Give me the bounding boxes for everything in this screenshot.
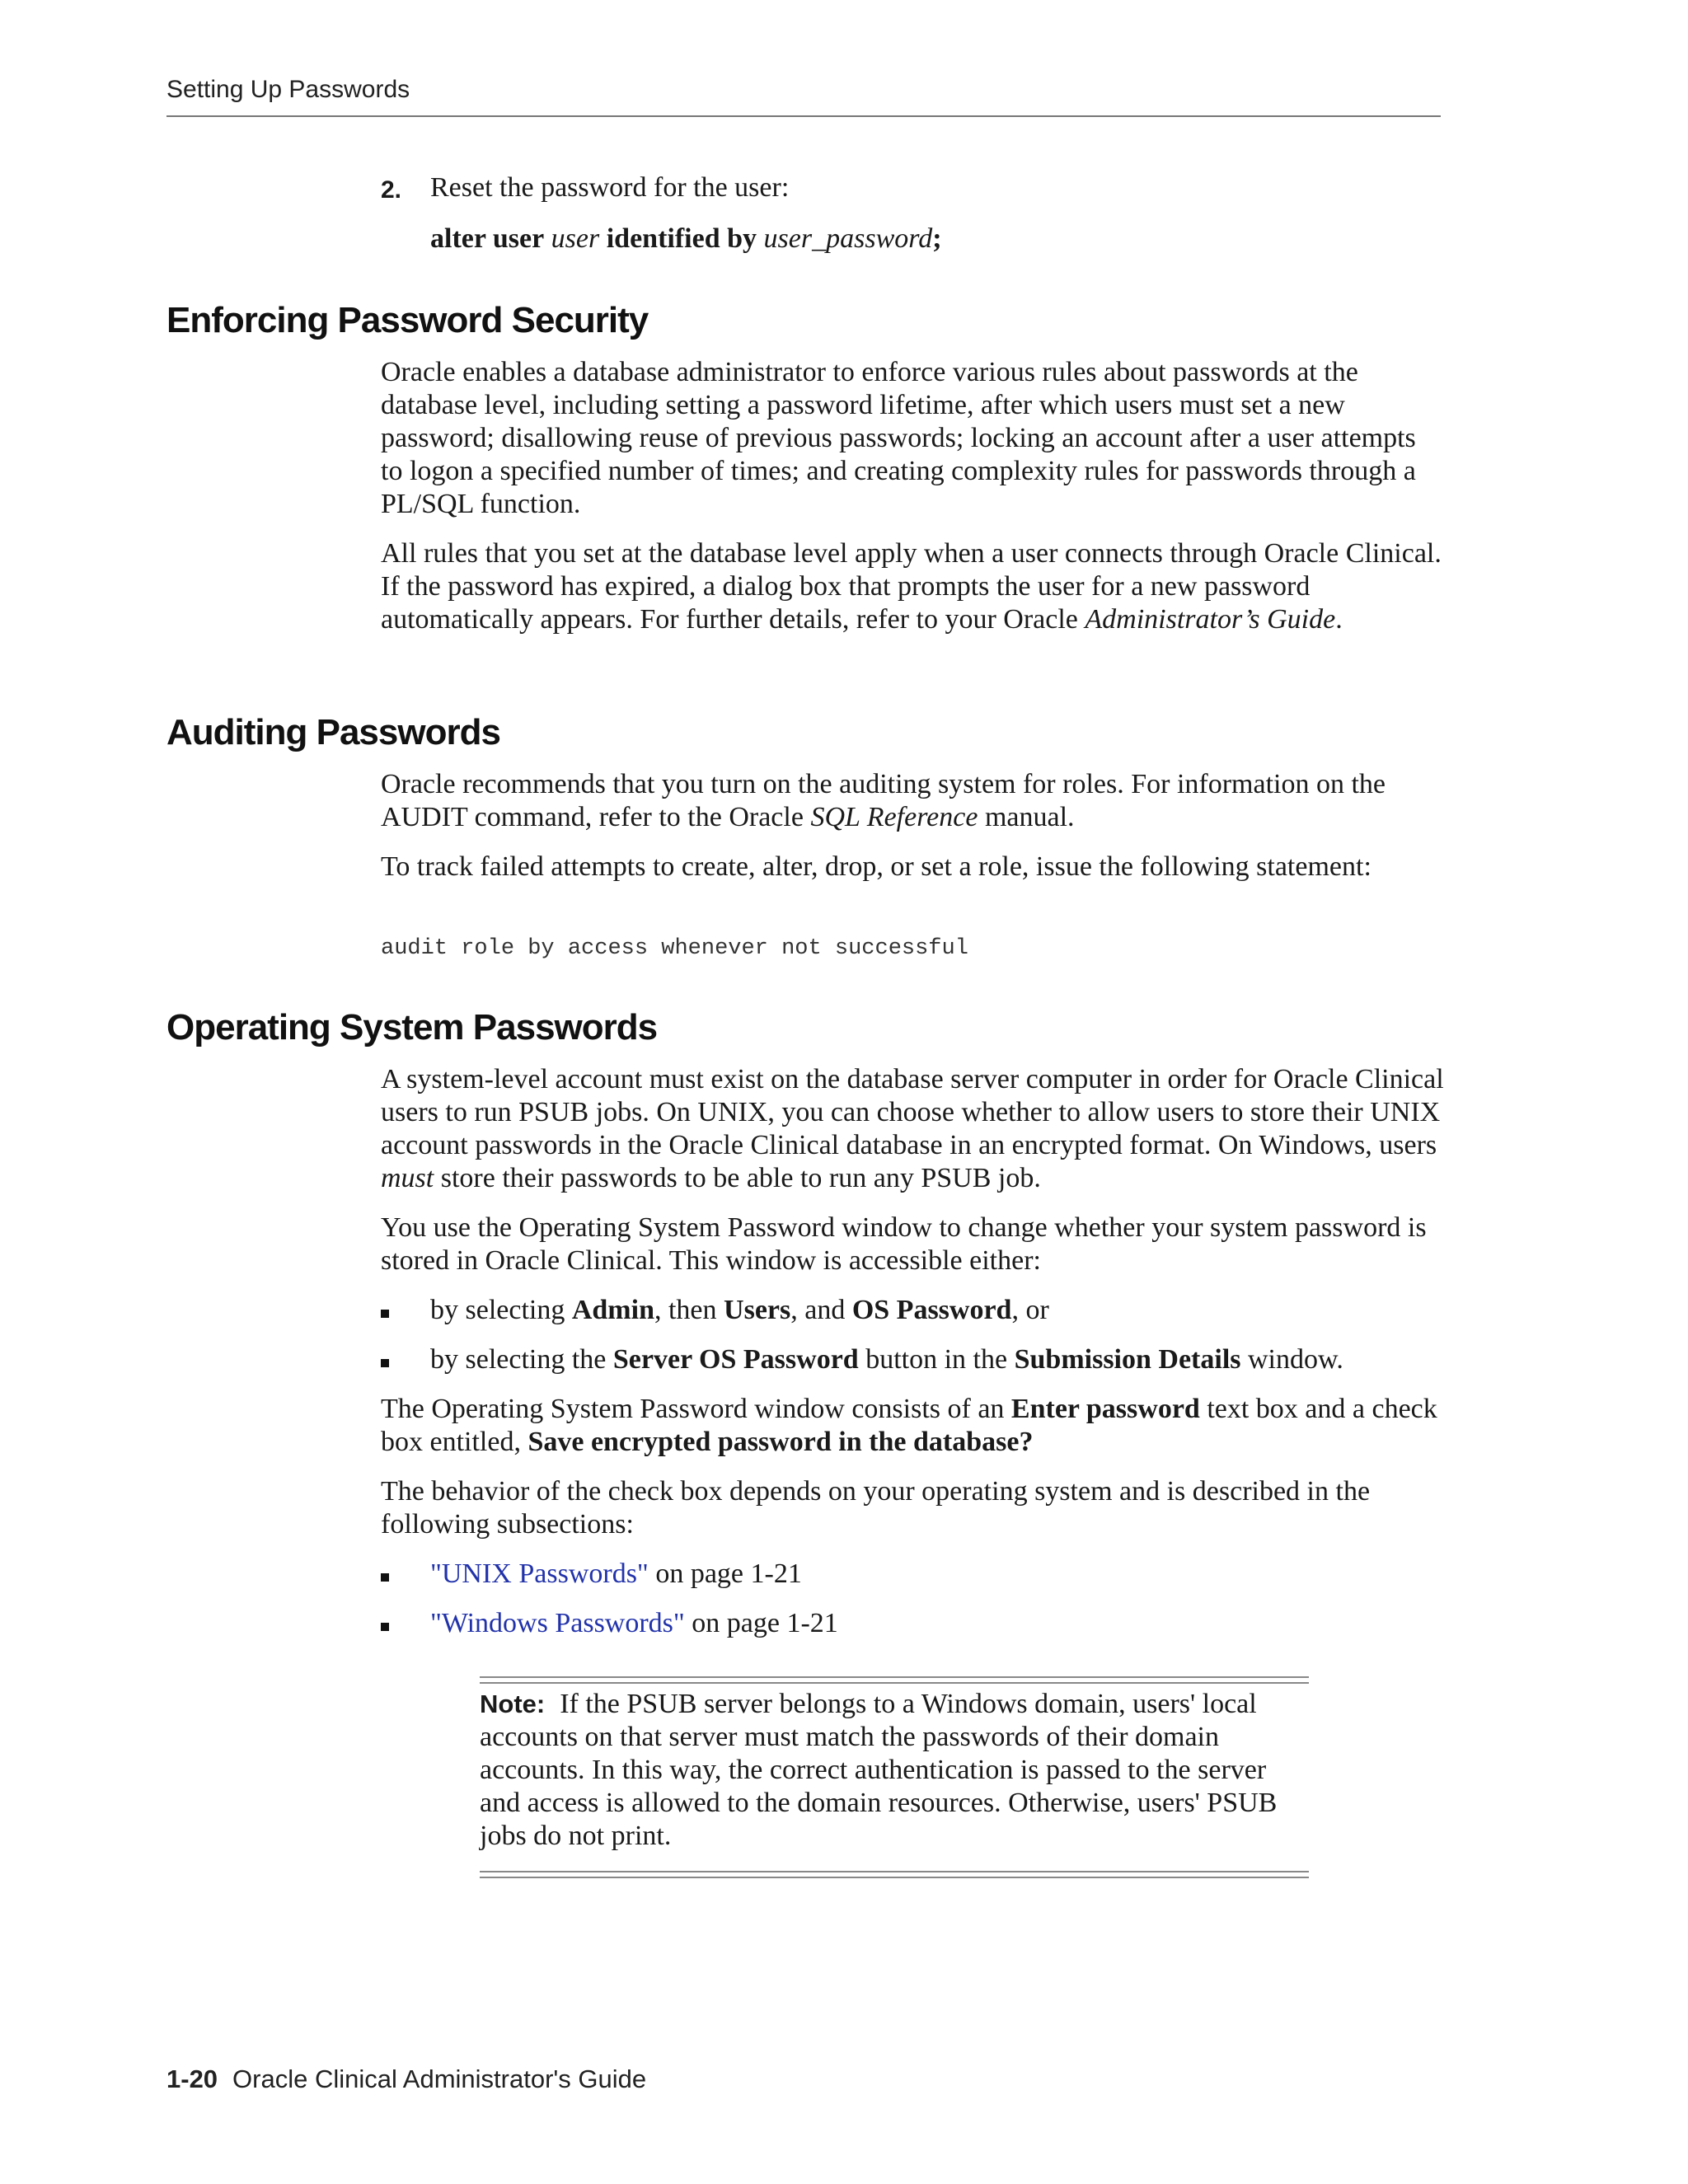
bullet1-text-2: , then [654, 1295, 717, 1325]
xref-windows-passwords [430, 1607, 1444, 1640]
page-footer [166, 2064, 646, 2094]
bullet2-text-3: window. [1248, 1344, 1343, 1375]
auditing-paragraph-2: To track failed attempts to create, alter, drop, or set a role, issue the following statement: [381, 851, 1372, 882]
os-paragraph-1 [381, 1063, 1444, 1195]
os-bullet-admin-path [430, 1294, 1444, 1327]
bullet1-text-1: by selecting [430, 1295, 565, 1325]
cmd-keyword-identified-by: identified by [606, 223, 757, 254]
os-p1-text-b: store their passwords to be able to run any PSUB job. [440, 1163, 1041, 1193]
cmd-var-password: user_password [763, 223, 933, 254]
note-text: If the PSUB server belongs to a Windows domain, users' local accounts on that server must match the passwords of their domain accounts. In this way, the correct authentication is passed to the server and access is allowed to the domain resources. Otherwise, users' PSUB jobs do not print. [480, 1689, 1278, 1851]
unix-passwords-page-ref: on page 1-21 [655, 1558, 802, 1589]
note-bottom-rule [480, 1871, 1309, 1878]
auditing-p1-text-b: manual. [984, 802, 1075, 832]
cmd-terminator: ; [932, 223, 942, 254]
header-divider [166, 115, 1441, 117]
bullet-icon [381, 1310, 389, 1318]
windows-passwords-page-ref: on page 1-21 [692, 1608, 838, 1638]
step-text: Reset the password for the user: [430, 172, 790, 203]
step-number: 2. [381, 176, 402, 204]
note-label: Note: [480, 1690, 546, 1718]
xref-unix-passwords [430, 1558, 1444, 1591]
auditing-paragraph-1 [381, 768, 1444, 834]
running-header: Setting Up Passwords [166, 76, 410, 103]
os-p1-text-a: A system-level account must exist on the database server computer in order for Oracle Clinical users to run PSUB jobs. On UNIX, you can choose whether to allow users to store their UNIX account passwords in the Oracle Clinical database in an encrypted format. On Windows, users [381, 1064, 1444, 1160]
bullet1-text-3: , and [790, 1295, 846, 1325]
server-os-password-button-name: Server OS Password [612, 1344, 859, 1375]
unix-passwords-link[interactable]: "UNIX Passwords" [430, 1558, 649, 1589]
auditing-p1-text-a: Oracle recommends that you turn on the auditing system for roles. For information on the AUDIT command, refer to the Oracle [381, 769, 1386, 832]
enforcing-paragraph-1: Oracle enables a database administrator to enforce various rules about passwords at the database level, including setting a password lifetime, after which users must set a new password; disallowing reuse of previous passwords; locking an account after a user attempts to logon a specified number of times; and creating complexity rules for passwords through a PL/SQL function. [381, 357, 1416, 519]
note-box [480, 1688, 1309, 1853]
os-paragraph-2: You use the Operating System Password window to change whether your system password is stored in Oracle Clinical. This window is accessible either: [381, 1212, 1427, 1276]
heading-auditing-passwords: Auditing Passwords [166, 712, 500, 752]
enforcing-paragraph-2 [381, 537, 1444, 636]
audit-role-code: audit role by access whenever not successful [381, 936, 968, 961]
os-bullet-submission-details [430, 1343, 1444, 1376]
cmd-var-user: user [551, 223, 600, 254]
menu-admin: Admin [571, 1295, 654, 1325]
heading-enforcing-password-security: Enforcing Password Security [166, 300, 649, 340]
bullet-icon [381, 1359, 389, 1367]
enforcing-p2-text: All rules that you set at the database level apply when a user connects through Oracle Clinical. If the password has expired, a dialog box that prompts the user for a new password automatically appears. For further details, refer to your Oracle [381, 538, 1442, 635]
note-top-rule [480, 1676, 1309, 1684]
sql-reference-title: SQL Reference [810, 802, 978, 832]
os-paragraph-4: The behavior of the check box depends on your operating system and is described in the following subsections: [381, 1476, 1371, 1540]
heading-operating-system-passwords: Operating System Passwords [166, 1007, 658, 1047]
bullet1-text-4: , or [1011, 1295, 1049, 1325]
os-paragraph-3 [381, 1393, 1444, 1459]
cmd-keyword-alter-user: alter user [430, 223, 545, 254]
book-title: Oracle Clinical Administrator's Guide [232, 2064, 647, 2093]
submission-details-window-name: Submission Details [1014, 1344, 1241, 1375]
bullet2-text-2: button in the [865, 1344, 1008, 1375]
alter-user-command [430, 223, 1493, 255]
bullet2-text-1: by selecting the [430, 1344, 607, 1375]
bullet-icon [381, 1623, 389, 1631]
enforcing-p2-end: . [1335, 604, 1343, 635]
menu-users: Users [724, 1295, 791, 1325]
os-p1-must: must [381, 1163, 434, 1193]
enter-password-field-name: Enter password [1010, 1394, 1200, 1424]
windows-passwords-link[interactable]: "Windows Passwords" [430, 1608, 685, 1638]
os-p3-text-1: The Operating System Password window consists of an [381, 1394, 1005, 1424]
save-encrypted-password-checkbox-name: Save encrypted password in the database? [528, 1427, 1034, 1457]
os-p3-text-2: text box and a check box entitled, [381, 1394, 1437, 1457]
bullet-icon [381, 1573, 389, 1582]
menu-os-password: OS Password [851, 1295, 1012, 1325]
page-number: 1-20 [166, 2064, 218, 2093]
admin-guide-title: Administrator’s Guide [1085, 604, 1336, 635]
